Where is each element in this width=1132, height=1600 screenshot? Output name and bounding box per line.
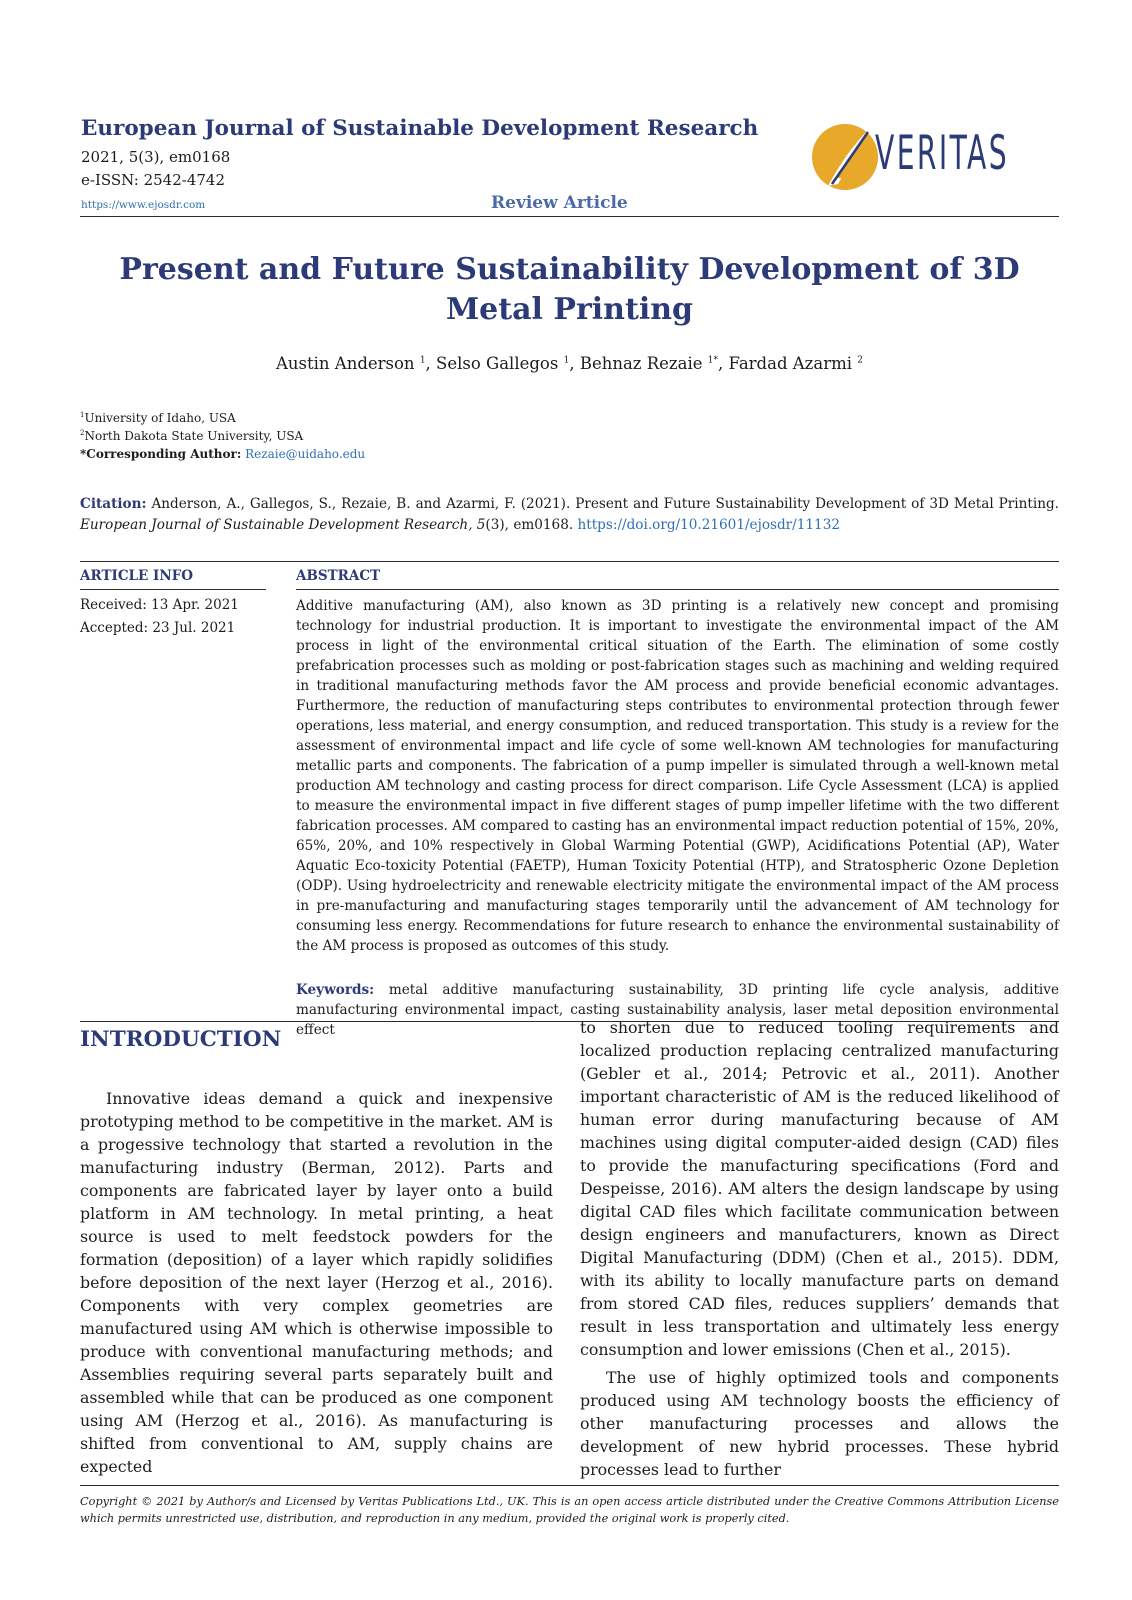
journal-title: European Journal of Sustainable Development Research bbox=[81, 116, 759, 141]
body-paragraph: Innovative ideas demand a quick and inexpensive prototyping method to be competitive in the market. AM is a progessive technology that started a revolution in the manufacturing industry (Berman, 2012). Parts and components are fabricated layer by layer onto a build platform in AM technology. In metal printing, a heat source is used to melt feedstock powders for the formation (deposition) of a layer which rapidly solidifies before deposition of the next layer (Herzog et al., 2016). Components with very complex geometries are manufactured using AM which is otherwise impossible to produce with conventional manufacturing methods; and Assemblies requiring several parts separately built and assembled while that can be produced as one component using AM (Herzog et al., 2016). As manufacturing is shifted from conventional to AM, supply chains are expected bbox=[80, 1089, 553, 1476]
citation-doi-link[interactable]: https://doi.org/10.21601/ejosdr/11132 bbox=[577, 517, 841, 533]
author-name: Selso Gallegos bbox=[436, 354, 559, 373]
abstract-text: Additive manufacturing (AM), also known as 3D printing is a relatively new concept and promising technology for industrial production. It is important to investigate the environmental impact of the AM process in light of the environmental critical situation of the Earth. The elimination of some costly prefabrication processes such as molding or post-fabrication stages such as machining and welding required in traditional manufacturing methods favor the AM process and provide beneficial economic advantages. Furthermore, the reduction of manufacturing steps contributes to environmental protection through fewer operations, less material, and energy consumption, and reduced transportation. This study is a review for the assessment of environmental impact and life cycle of some well-known AM technologies for manufacturing metallic parts and components. The fabrication of a pump impeller is simulated through a well-known metal production AM technology and casting process for direct comparison. Life Cycle Assessment (LCA) is applied to measure the environmental impact in five different stages of pump impeller lifetime with the two different fabrication processes. AM compared to casting has an environmental impact reduction potential of 15%, 20%, 65%, 20%, and 10% respectively in Global Warming Potential (GWP), Acidifications Potential (AP), Water Aquatic Eco-toxicity Potential (FAETP), Human Toxicity Potential (HTP), and Stratospheric Ozone Depletion (ODP). Using hydroelectricity and renewable electricity mitigate the environmental impact of the AM process in pre-manufacturing and manufacturing stages temporarily until the advancement of AM technology for consuming less energy. Recommendations for future research to enhance the environmental sustainability of the AM process is proposed as outcomes of this study. bbox=[296, 598, 1059, 954]
corresponding-label: *Corresponding Author: bbox=[80, 447, 242, 461]
body-paragraph: The use of highly optimized tools and components produced using AM technology boosts the efficiency of other manufacturing processes and allows the development of new hybrid processes. These hybrid processes lead to further bbox=[580, 1368, 1059, 1479]
citation-journal: European Journal of Sustainable Development Research, 5 bbox=[80, 517, 486, 533]
eissn: e-ISSN: 2542-4742 bbox=[81, 171, 225, 189]
footer-divider bbox=[80, 1485, 1059, 1486]
received-date: Received: 13 Apr. 2021 bbox=[80, 597, 239, 613]
paper-title: Present and Future Sustainability Development of 3D Metal Printing bbox=[119, 252, 1020, 327]
author-affiliation-mark: 1 bbox=[563, 355, 570, 366]
affiliation-text: North Dakota State University, USA bbox=[84, 429, 304, 443]
author-name: Fardad Azarmi bbox=[728, 354, 853, 373]
citation-label: Citation: bbox=[80, 496, 147, 512]
citation bbox=[80, 494, 1059, 536]
citation-divider bbox=[80, 561, 1059, 562]
affiliation-text: University of Idaho, USA bbox=[84, 411, 236, 425]
copyright-notice: Copyright © 2021 by Author/s and Licensed by Veritas Publications Ltd., UK. This is an open access article distributed under the Creative Commons Attribution License which permits unrestricted use, distribution, and reproduction in any medium, provided the original work is properly cited. bbox=[80, 1495, 1059, 1525]
journal-url-link[interactable]: https://www.ejosdr.com bbox=[81, 199, 206, 211]
accepted-date: Accepted: 23 Jul. 2021 bbox=[80, 620, 236, 636]
body-paragraph: to shorten due to reduced tooling requirements and localized production replacing centralized manufacturing (Gebler et al., 2014; Petrovic et al., 2011). Another important characteristic of AM is the reduced likelihood of human error during manufacturing because of AM machines using digital computer-aided design (CAD) files to provide the manufacturing specifications (Ford and Despeisse, 2016). AM alters the design landscape by using digital CAD files which facilitate communication between design engineers and manufacturers, known as Direct Digital Manufacturing (DDM) (Chen et al., 2015). DDM, with its ability to locally manufacture parts on demand from stored CAD files, reduces suppliers’ demands that result in less transportation and ultimately less energy consumption and lower emissions (Chen et al., 2015). bbox=[580, 1018, 1059, 1359]
abstract-label: ABSTRACT bbox=[296, 568, 1059, 590]
article-info-label: ARTICLE INFO bbox=[80, 568, 266, 590]
abstract-panel bbox=[296, 568, 1059, 956]
veritas-logo-text: VERITAS bbox=[875, 126, 1010, 181]
affiliation bbox=[80, 429, 303, 443]
issue-info: 2021, 5(3), em0168 bbox=[81, 148, 231, 166]
corresponding-author bbox=[80, 447, 365, 461]
author-affiliation-mark: 1* bbox=[707, 355, 718, 366]
section-heading: INTRODUCTION bbox=[80, 1027, 282, 1052]
affiliation bbox=[80, 411, 236, 425]
body-column-left bbox=[80, 1087, 553, 1478]
citation-text: Anderson, A., Gallegos, S., Rezaie, B. and Azarmi, F. (2021). Present and Future Sustainability Development of 3D Metal Printing. bbox=[151, 496, 1059, 512]
header-divider bbox=[80, 216, 1059, 217]
author-affiliation-mark: 1 bbox=[419, 355, 426, 366]
keywords-label: Keywords: bbox=[296, 982, 375, 998]
author-name: Behnaz Rezaie bbox=[579, 354, 703, 373]
affiliation-number: 1 bbox=[80, 411, 85, 419]
article-info-panel bbox=[80, 568, 266, 636]
article-type: Review Article bbox=[491, 193, 628, 213]
author-affiliation-mark: 2 bbox=[857, 355, 864, 366]
affiliation-number: 2 bbox=[80, 429, 85, 437]
citation-issue: (3), em0168. bbox=[485, 517, 574, 533]
author-list: Austin Anderson $^1$, Selso Gallegos $^1$, Behnaz Rezaie $^{1*}$, Fardad Azarmi $^2$ bbox=[275, 354, 864, 373]
keywords-text: metal additive manufacturing sustainability, 3D printing life cycle analysis, additive manufacturing environmental impact, casting sustainability analysis, laser metal deposition environmental effect bbox=[296, 982, 1060, 1038]
corresponding-email-link[interactable]: Rezaie@uidaho.edu bbox=[245, 447, 366, 461]
body-column-right bbox=[580, 1016, 1059, 1481]
author-name: Austin Anderson bbox=[275, 354, 415, 373]
